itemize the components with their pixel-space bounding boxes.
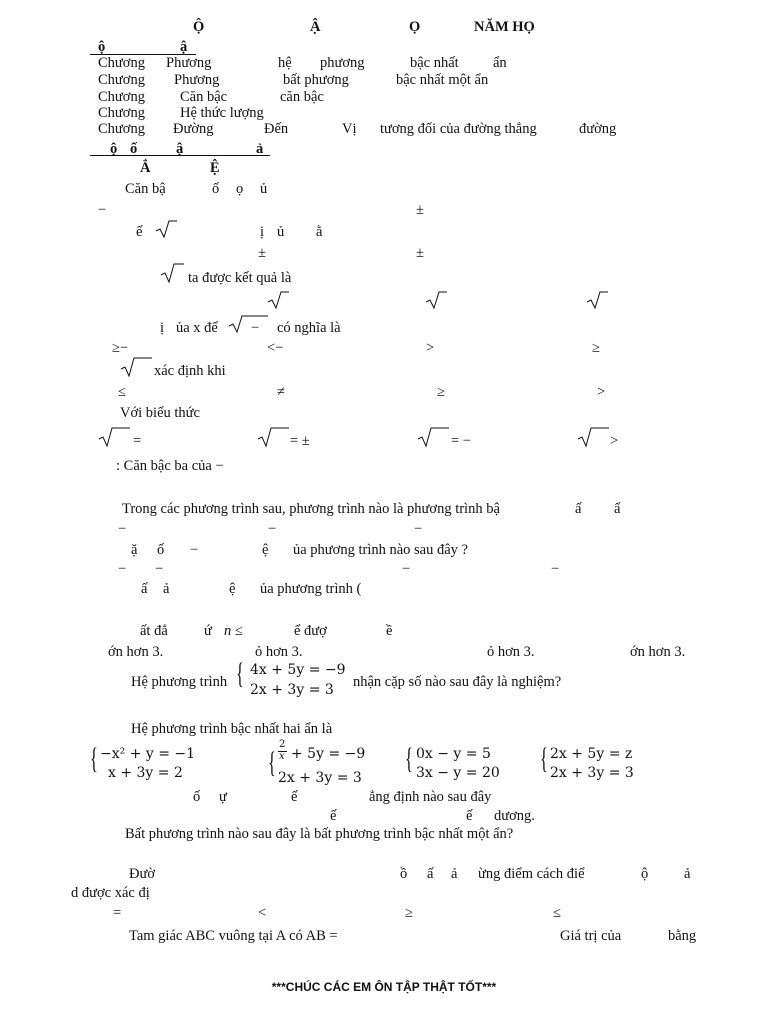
q9-fragment: ố [157, 542, 165, 558]
q1-fragment: ố [212, 181, 220, 197]
q16-line2: d được xác đị [71, 885, 150, 901]
q10-text: ủa phương trình ( [260, 581, 362, 597]
q1-option-a: − [98, 202, 107, 218]
chapter-1-label: Chương [98, 55, 145, 71]
q9-option: − [155, 561, 164, 577]
q12-equation-2: 2x + 3y = 3 [250, 682, 334, 698]
q4-minus: − [251, 320, 260, 336]
q10-fragment: ấ [141, 581, 148, 597]
sqrt-icon [228, 314, 268, 334]
section2-heading-a: ộ [110, 141, 118, 157]
sqrt-icon [586, 290, 608, 310]
section1-heading-b: ậ [180, 39, 188, 55]
sqrt-icon [425, 290, 447, 310]
q10-fragment: ả [163, 581, 170, 597]
q14-text: ẳng định nào sau đây [369, 789, 492, 805]
q4-tail: có nghĩa là [277, 320, 341, 336]
q11-fragment: ất đẳ [140, 623, 168, 639]
q16-fragment: Đườ [129, 866, 155, 882]
q9-fragment: ặ [131, 542, 138, 558]
q4-text: ủa x để [176, 320, 218, 336]
q11-fragment: ề [386, 623, 393, 639]
q4-option-b: <− [267, 340, 284, 356]
q8-text: Trong các phương trình sau, phương trình nào là phương trình bậ [122, 501, 500, 517]
section2-heading-d: ả [256, 141, 264, 157]
q13-option-c-eq1: 0x − y = 5 [416, 746, 491, 762]
q14-fragment: ự [219, 789, 227, 805]
q16-option-c: ≥ [405, 905, 413, 921]
q10-fragment: ệ [229, 581, 236, 597]
q1-option-c: ± [416, 202, 424, 218]
q6-option-a: = [133, 433, 142, 449]
sqrt-icon [577, 426, 609, 448]
q11-inequality: n ≤ [224, 623, 243, 639]
q12-text: Hệ phương trình [131, 674, 228, 690]
q1-fragment: ủ [260, 181, 268, 197]
q13-fraction-num: 2 [279, 739, 286, 750]
q16-fragment: ộ [641, 866, 649, 882]
q8-option: − [414, 521, 423, 537]
q8-option: − [118, 521, 127, 537]
chapter-2-word: bậc nhất một ẩn [396, 72, 489, 88]
q16-fragment: ả [684, 866, 691, 882]
chapter-5-word: Vị [342, 121, 357, 137]
sqrt-icon [267, 290, 289, 310]
q6-option-c: = − [451, 433, 471, 449]
title-part-2: Ậ [310, 19, 321, 35]
q13-option-a-eq1: −x² + y = −1 [100, 746, 196, 762]
chapter-3-word: Căn bậc [180, 89, 228, 105]
q9-option: − [118, 561, 127, 577]
chapter-1-word: phương [320, 55, 365, 71]
chapter-5-word: Đến [264, 121, 289, 137]
q13-option-b-eq2: 2x + 3y = 3 [278, 770, 362, 786]
q8-option: − [268, 521, 277, 537]
q4-fragment: ị [160, 320, 165, 336]
q13-option-c-eq2: 3x − y = 20 [416, 765, 500, 781]
q5-option-d: > [597, 384, 606, 400]
chapter-2-word: bất phương [283, 72, 349, 88]
title-part-1: Ộ [193, 19, 205, 35]
q6-option-d: > [610, 433, 619, 449]
q5-option-a: ≤ [118, 384, 126, 400]
q4-option-a: ≥− [112, 340, 129, 356]
brace-icon: { [90, 742, 98, 775]
sqrt-icon [98, 426, 130, 448]
q13-option-a-eq2: x + 3y = 2 [108, 765, 183, 781]
q5-text: xác định khi [154, 363, 226, 379]
sqrt-icon [120, 356, 152, 378]
title-part-4: NĂM HỌ [474, 19, 535, 35]
brace-icon: { [236, 657, 244, 690]
q11-option-a: ớn hơn 3. [108, 644, 164, 660]
chapter-4-label: Chương [98, 105, 145, 121]
q8-fragment: ẩ [614, 501, 621, 517]
section2-heading-c: ậ [176, 141, 184, 157]
q2-option-c: ± [416, 245, 424, 261]
q2-fragment: ằ [316, 224, 323, 240]
q2-fragment: ị [260, 224, 265, 240]
q6-option-b: = ± [290, 433, 310, 449]
chapter-5-word: đường [579, 121, 617, 137]
chapter-3-word: căn bậc [280, 89, 324, 105]
q7-text: : Căn bậc ba của − [116, 458, 224, 474]
chapter-5-label: Chương [98, 121, 145, 137]
q16-option-d: ≤ [553, 905, 561, 921]
q14-fragment: ế [291, 789, 298, 805]
q5-option-c: ≥ [437, 384, 445, 400]
brace-icon: { [405, 742, 413, 775]
q12-tail: nhận cặp số nào sau đây là nghiệm? [353, 674, 562, 690]
q16-fragment: ồ [400, 866, 408, 882]
chapter-1-word: bậc nhất [410, 55, 459, 71]
q16-option-b: < [258, 905, 267, 921]
q16-fragment: ấ [427, 866, 434, 882]
chapter-1-word: hệ [278, 55, 292, 71]
q2-fragment: ế [136, 224, 143, 240]
q17-tail: Giá trị của [560, 928, 622, 944]
q11-option-c: ỏ hơn 3. [487, 644, 535, 660]
q13-text: Hệ phương trình bậc nhất hai ẩn là [131, 721, 333, 737]
chapter-5-word: tương đối của đường thẳng [380, 121, 537, 137]
q2-option-b: ± [258, 245, 266, 261]
q13-fraction-den: x [279, 751, 285, 762]
chapter-4-word: Hệ thức lượng [180, 105, 264, 121]
brace-icon: { [540, 742, 548, 775]
q3-text: ta được kết quả là [188, 270, 292, 286]
chapter-1-word: ẩn [493, 55, 507, 71]
brace-icon: { [268, 746, 276, 779]
q2-fragment: ủ [277, 224, 285, 240]
q11-fragment: ể đượ [294, 623, 327, 639]
q1-fragment: ọ [236, 181, 244, 197]
chapter-3-label: Chương [98, 89, 145, 105]
q9-text: ủa phương trình nào sau đây ? [293, 542, 468, 558]
title-part-3: Ọ [409, 19, 421, 35]
q15-text: Bất phương trình nào sau đây là bất phương trình bậc nhất một ẩn? [125, 826, 514, 842]
q16-option-a: = [113, 905, 122, 921]
q11-option-d: ớn hơn 3. [630, 644, 686, 660]
q9-option: − [551, 561, 560, 577]
q16-fragment: ả [451, 866, 458, 882]
section2-heading-b: ố [130, 141, 138, 157]
sqrt-icon [417, 426, 449, 448]
q13-option-d-eq2: 2x + 3y = 3 [550, 765, 634, 781]
q4-option-d: ≥ [592, 340, 600, 356]
section1-heading-a: ộ [98, 39, 106, 55]
q17-text: Tam giác ABC vuông tại A có AB = [129, 928, 338, 944]
q17-tail2: bằng [668, 928, 697, 944]
q1-text: Căn bậ [125, 181, 166, 197]
q11-option-b: ỏ hơn 3. [255, 644, 303, 660]
q9-option: − [402, 561, 411, 577]
q8-fragment: ấ [575, 501, 582, 517]
sqrt-icon [155, 219, 177, 239]
q5-option-b: ≠ [277, 384, 285, 400]
chapter-5-word: Đường [173, 121, 214, 137]
chapter-2-word: Phương [174, 72, 220, 88]
q9-fragment: − [190, 542, 199, 558]
q16-text: ừng điểm cách điể [478, 866, 585, 882]
section2-underline [90, 155, 270, 156]
q14-fragment: ố [193, 789, 201, 805]
q14-fragment: ế [330, 808, 337, 824]
section2-sub-a: Ắ [140, 160, 151, 176]
q13-option-b-eq1: + 5y = −9 [291, 746, 366, 762]
sqrt-icon [160, 262, 184, 284]
q14-fragment: dương. [494, 808, 535, 824]
q14-fragment: ế [466, 808, 473, 824]
q12-equation-1: 4x + 5y = −9 [250, 662, 346, 678]
q4-option-c: > [426, 340, 435, 356]
footer-note: ***CHÚC CÁC EM ÔN TẬP THẬT TỐT*** [271, 980, 497, 994]
chapter-1-word: Phương [166, 55, 212, 71]
q11-fragment: ứ [204, 623, 212, 639]
section2-sub-b: Ệ [210, 160, 220, 176]
q6-text: Với biểu thức [120, 405, 200, 421]
sqrt-icon [257, 426, 289, 448]
q9-fragment: ệ [262, 542, 269, 558]
q13-option-d-eq1: 2x + 5y = z [550, 746, 633, 762]
chapter-2-label: Chương [98, 72, 145, 88]
